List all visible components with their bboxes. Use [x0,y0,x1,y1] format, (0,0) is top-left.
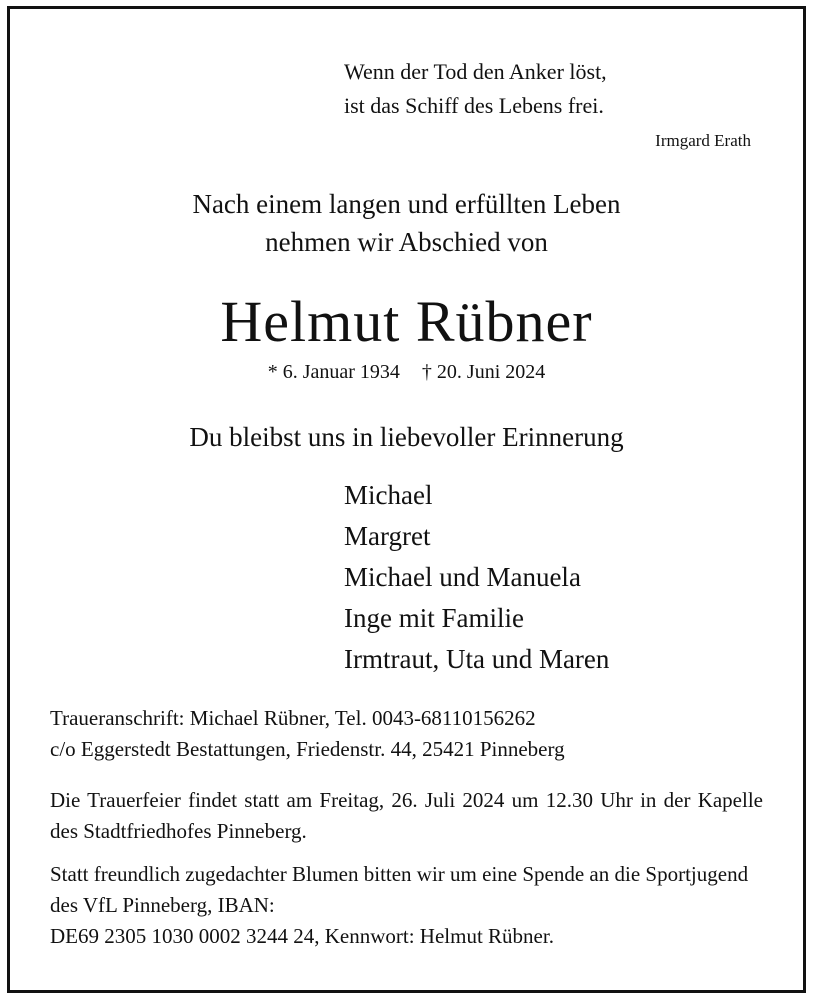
quote-author: Irmgard Erath [655,131,751,150]
mourner-name: Michael und Manuela [344,562,581,592]
quote-line: ist das Schiff des Lebens frei. [344,93,604,118]
intro-line: nehmen wir Abschied von [265,227,548,257]
epigraph-quote [344,55,607,123]
address-line: c/o Eggerstedt Bestattungen, Friedenstr. 44, 25421 Pinneberg [50,737,565,761]
mourner-name: Margret [344,521,431,551]
life-dates [10,361,803,384]
iban-line: DE69 2305 1030 0002 3244 24, Kennwort: Helmut Rübner. [50,924,554,948]
mourner-name: Michael [344,480,433,510]
intro-text [10,185,803,261]
birth-date: * 6. Januar 1934 [267,361,400,383]
mourner-name: Irmtraut, Uta und Maren [344,644,610,674]
mourning-address [50,703,763,765]
quote-line: Wenn der Tod den Anker löst, [344,59,607,84]
funeral-service-text: Die Trauerfeier findet statt am Freitag, 26. Juli 2024 um 12.30 Uhr in der Kapelle des Stadtfriedhofes Pinneberg. [50,788,763,843]
donation-request [50,859,763,952]
donation-text: Statt freundlich zugedachter Blumen bitten wir um eine Spende an die Sportjugend des VfL Pinneberg, IBAN: [50,862,749,917]
death-date: † 20. Juni 2024 [421,361,546,383]
intro-line: Nach einem langen und erfüllten Leben [192,189,621,219]
remembrance-line: Du bleibst uns in liebevoller Erinnerung [189,422,624,452]
mourners-list [344,475,609,680]
deceased-name: Helmut Rübner [220,289,593,354]
address-line: Traueranschrift: Michael Rübner, Tel. 0043-68110156262 [50,706,536,730]
obituary-notice [7,6,806,993]
mourner-name: Inge mit Familie [344,603,524,633]
